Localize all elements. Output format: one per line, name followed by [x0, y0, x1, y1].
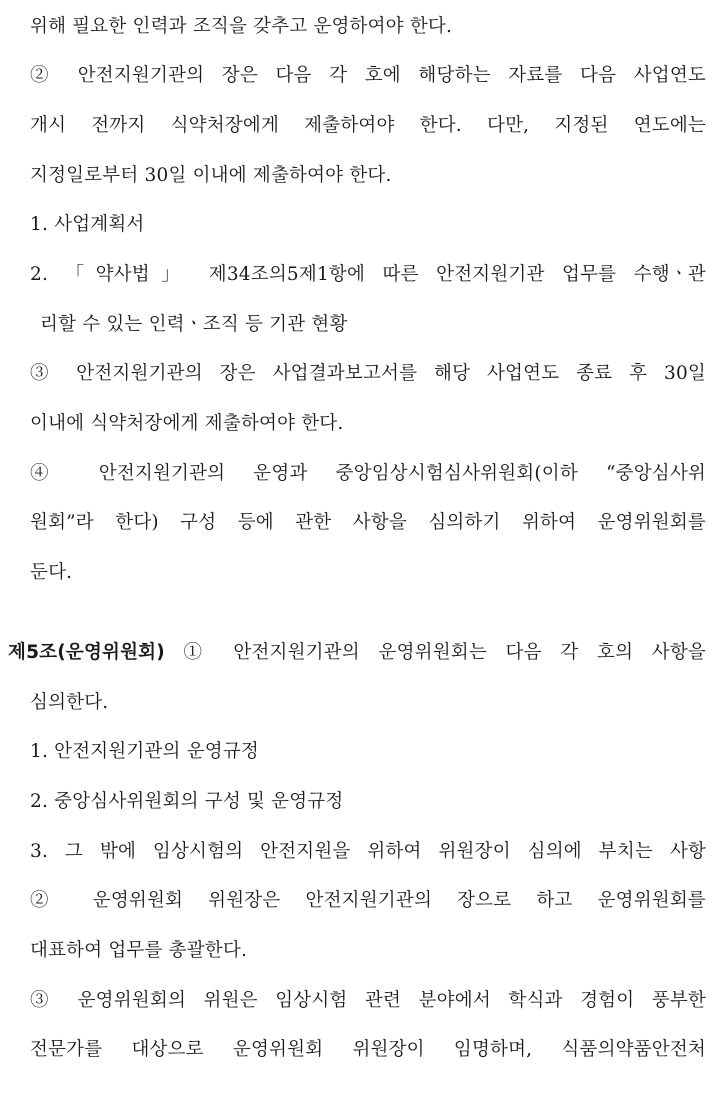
text-line: 위해 필요한 인력과 조직을 갖추고 운영하여야 한다.	[30, 16, 453, 37]
text-line: 전문가를 대상으로 운영위원회 위원장이 임명하며, 식품의약품안전처	[30, 1039, 706, 1060]
text-line: ④ 안전지원기관의 운영과 중앙임상시험심사위원회(이하 “중앙심사위	[30, 463, 706, 484]
text-line: 원회”라 한다) 구성 등에 관한 사항을 심의하기 위하여 운영위원회를	[30, 512, 706, 533]
text-line: 지정일로부터 30일 이내에 제출하여야 한다.	[30, 165, 392, 186]
list-item: 1. 안전지원기관의 운영규정	[30, 741, 259, 762]
text-line: 이내에 식약처장에게 제출하여야 한다.	[30, 413, 344, 434]
article-heading: 제5조(운영위원회)	[8, 642, 165, 663]
list-item: 2. 「약사법」 제34조의5제1항에 따른 안전지원기관 업무를 수행ㆍ관	[30, 264, 706, 285]
article-5-first-line	[8, 638, 706, 668]
text-line: 대표하여 업무를 총괄한다.	[30, 940, 248, 961]
text-line: ② 안전지원기관의 장은 다음 각 호에 해당하는 자료를 다음 사업연도	[30, 65, 706, 86]
list-item-continuation: 리할 수 있는 인력ㆍ조직 등 기관 현황	[40, 314, 348, 335]
list-item: 2. 중앙심사위원회의 구성 및 운영규정	[30, 791, 344, 812]
text-line: ③ 안전지원기관의 장은 사업결과보고서를 해당 사업연도 종료 후 30일	[30, 363, 706, 384]
list-item: 3. 그 밖에 임상시험의 안전지원을 위하여 위원장이 심의에 부치는 사항	[30, 841, 706, 862]
list-item: 1. 사업계획서	[30, 214, 145, 235]
text-line: 개시 전까지 식약처장에게 제출하여야 한다. 다만, 지정된 연도에는	[30, 115, 706, 136]
text-line: ② 운영위원회 위원장은 안전지원기관의 장으로 하고 운영위원회를	[30, 890, 706, 911]
text-line: ③ 운영위원회의 위원은 임상시험 관련 분야에서 학식과 경험이 풍부한	[30, 990, 706, 1011]
text-line: 둔다.	[30, 562, 73, 583]
article-text: ① 안전지원기관의 운영위원회는 다음 각 호의 사항을	[164, 642, 706, 663]
text-line: 심의한다.	[30, 692, 109, 713]
